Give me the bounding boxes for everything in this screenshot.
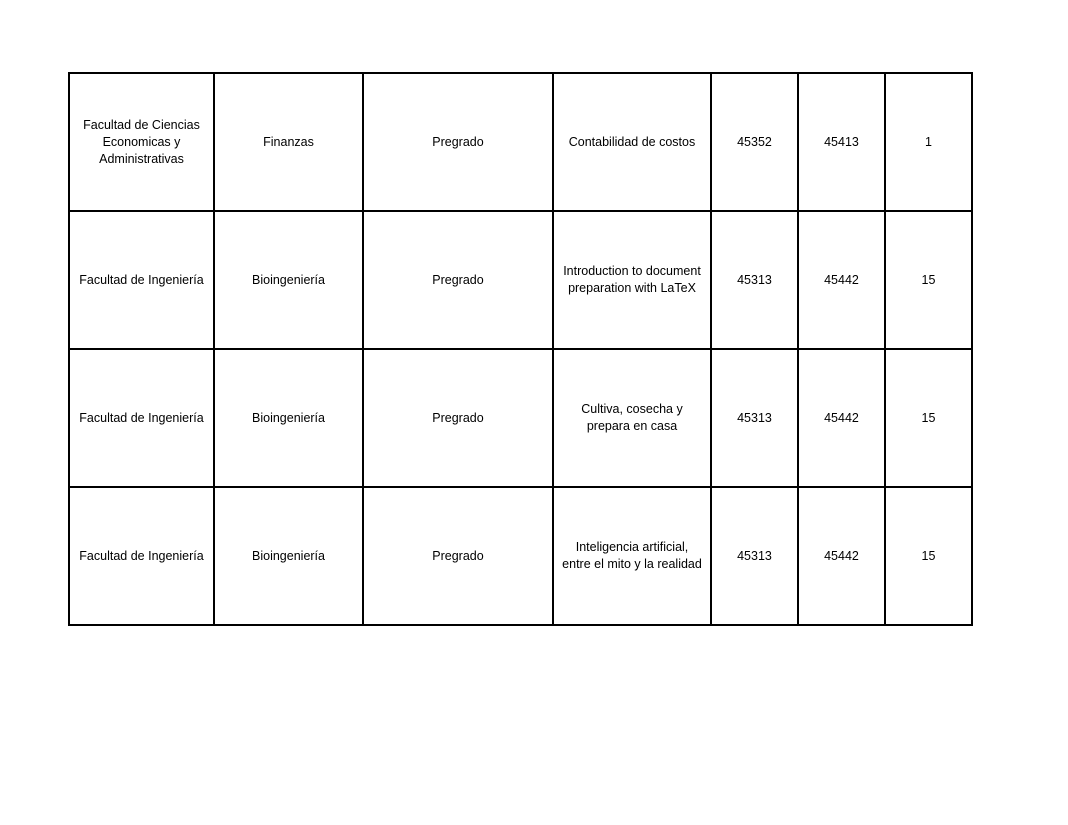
program-cell: Bioingeniería [214, 487, 363, 625]
level-cell: Pregrado [363, 487, 553, 625]
count-cell: 15 [885, 487, 972, 625]
end-cell: 45442 [798, 211, 885, 349]
course-cell: Introduction to document preparation with LaTeX [553, 211, 711, 349]
start-cell: 45313 [711, 211, 798, 349]
count-cell: 1 [885, 73, 972, 211]
start-cell: 45313 [711, 349, 798, 487]
start-cell: 45352 [711, 73, 798, 211]
faculty-cell: Facultad de Ingeniería [69, 349, 214, 487]
end-cell: 45442 [798, 349, 885, 487]
level-cell: Pregrado [363, 349, 553, 487]
faculty-cell: Facultad de Ciencias Economicas y Administrativas [69, 73, 214, 211]
count-cell: 15 [885, 211, 972, 349]
table-row [69, 349, 972, 487]
program-cell: Finanzas [214, 73, 363, 211]
program-cell: Bioingeniería [214, 349, 363, 487]
course-cell: Cultiva, cosecha y prepara en casa [553, 349, 711, 487]
program-cell: Bioingeniería [214, 211, 363, 349]
end-cell: 45442 [798, 487, 885, 625]
count-cell: 15 [885, 349, 972, 487]
level-cell: Pregrado [363, 73, 553, 211]
end-cell: 45413 [798, 73, 885, 211]
table-row [69, 73, 972, 211]
course-cell: Inteligencia artificial, entre el mito y la realidad [553, 487, 711, 625]
table-row [69, 211, 972, 349]
courses-table [68, 72, 973, 626]
faculty-cell: Facultad de Ingeniería [69, 211, 214, 349]
faculty-cell: Facultad de Ingeniería [69, 487, 214, 625]
start-cell: 45313 [711, 487, 798, 625]
course-cell: Contabilidad de costos [553, 73, 711, 211]
table-row [69, 487, 972, 625]
level-cell: Pregrado [363, 211, 553, 349]
